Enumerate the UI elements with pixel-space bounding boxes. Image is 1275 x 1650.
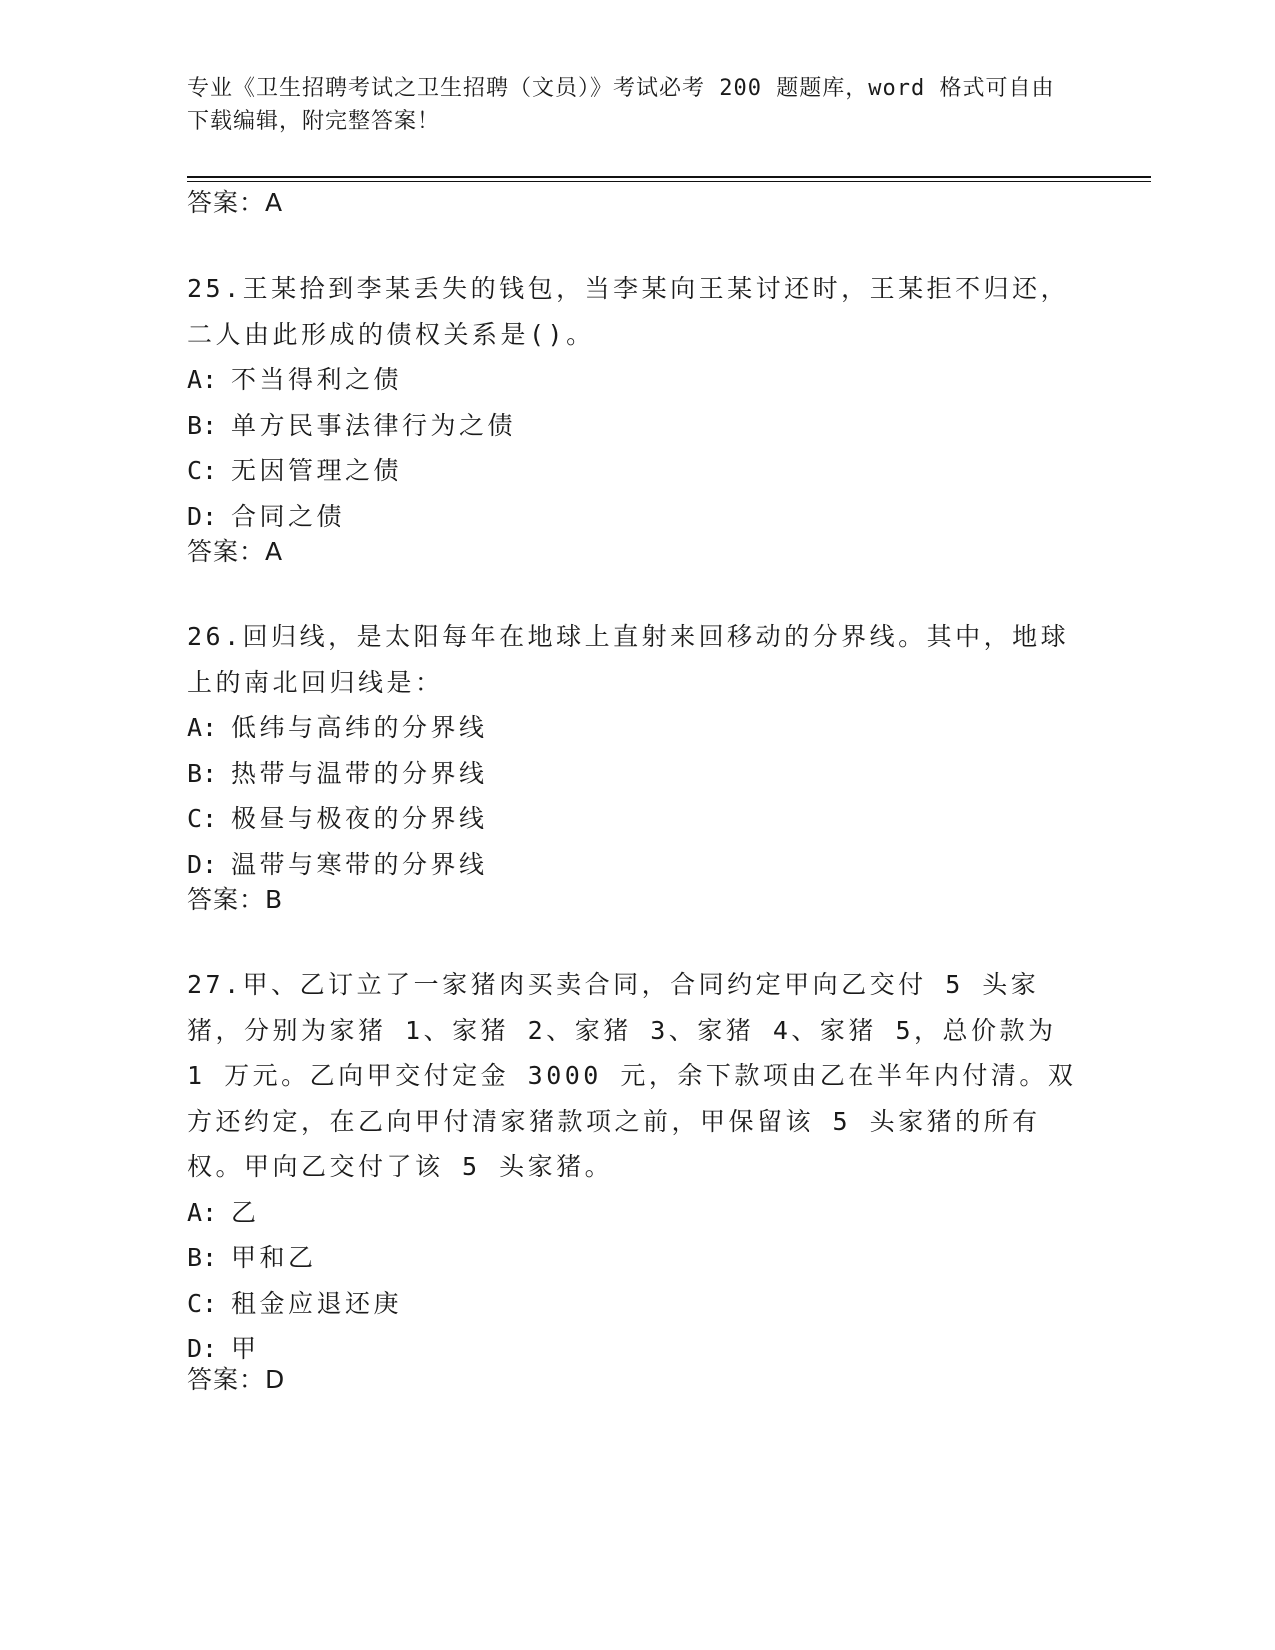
question-26 — [187, 614, 1087, 887]
option-text: 低纬与高纬的分界线 — [231, 713, 488, 742]
option-text: 温带与寒带的分界线 — [231, 849, 488, 879]
header-rule-thin — [187, 181, 1151, 182]
document-header: 专业《卫生招聘考试之卫生招聘（文员）》考试必考 200 题题库，word 格式可自由下载编辑，附完整答案！ — [187, 76, 1055, 134]
option-c — [187, 448, 1087, 494]
option-c — [187, 796, 1087, 842]
option-a — [187, 1190, 1087, 1236]
option-key: D: — [187, 1334, 218, 1363]
question-stem: 25.王某拾到李某丢失的钱包，当李某向王某讨还时，王某拒不归还，二人由此形成的债权关系是()。 — [187, 274, 1070, 349]
option-key: B: — [187, 410, 218, 440]
answer-27: 答案：D — [187, 1365, 286, 1394]
answer-prev-question: 答案：A — [187, 188, 284, 217]
option-text: 热带与温带的分界线 — [231, 758, 488, 788]
option-text: 甲和乙 — [231, 1243, 317, 1272]
option-a — [187, 705, 1087, 751]
option-key: D: — [187, 849, 218, 879]
question-stem: 26.回归线，是太阳每年在地球上直射来回移动的分界线。其中，地球上的南北回归线是： — [187, 622, 1070, 697]
option-d — [187, 842, 1087, 888]
option-text: 无因管理之债 — [231, 456, 403, 485]
option-key: A: — [187, 713, 218, 742]
option-d — [187, 1326, 1087, 1372]
option-text: 甲 — [231, 1334, 260, 1363]
option-key: C: — [187, 456, 218, 485]
option-text: 极昼与极夜的分界线 — [231, 804, 488, 833]
option-c — [187, 1281, 1087, 1327]
option-key: B: — [187, 758, 218, 788]
question-stem: 27.甲、乙订立了一家猪肉买卖合同，合同约定甲向乙交付 5 头家猪，分别为家猪 1、家猪 2、家猪 3、家猪 4、家猪 5，总价款为 1 万元。乙向甲交付定金 3000 元，余下款项由乙在半年内付清。双方还约定，在乙向甲付清家猪款项之前，甲保留该 5 头家猪的所有权。甲向乙交付了该 5 头家猪。 — [187, 970, 1077, 1181]
option-b — [187, 1235, 1087, 1281]
option-key: C: — [187, 804, 218, 833]
answer-25: 答案：A — [187, 537, 284, 566]
option-b — [187, 403, 1087, 449]
option-d — [187, 494, 1087, 540]
option-key: D: — [187, 501, 218, 531]
option-text: 乙 — [231, 1197, 260, 1227]
option-text: 单方民事法律行为之债 — [231, 410, 517, 440]
option-key: C: — [187, 1288, 218, 1318]
option-key: A: — [187, 1197, 218, 1227]
option-text: 不当得利之债 — [231, 365, 403, 394]
answer-26: 答案：B — [187, 885, 284, 914]
question-25 — [187, 266, 1087, 539]
option-b — [187, 751, 1087, 797]
option-key: B: — [187, 1243, 218, 1272]
header-rule-thick — [187, 176, 1151, 178]
option-a — [187, 357, 1087, 403]
question-27 — [187, 962, 1087, 1372]
option-text: 租金应退还庚 — [231, 1288, 403, 1318]
option-text: 合同之债 — [231, 501, 346, 531]
option-key: A: — [187, 365, 218, 394]
